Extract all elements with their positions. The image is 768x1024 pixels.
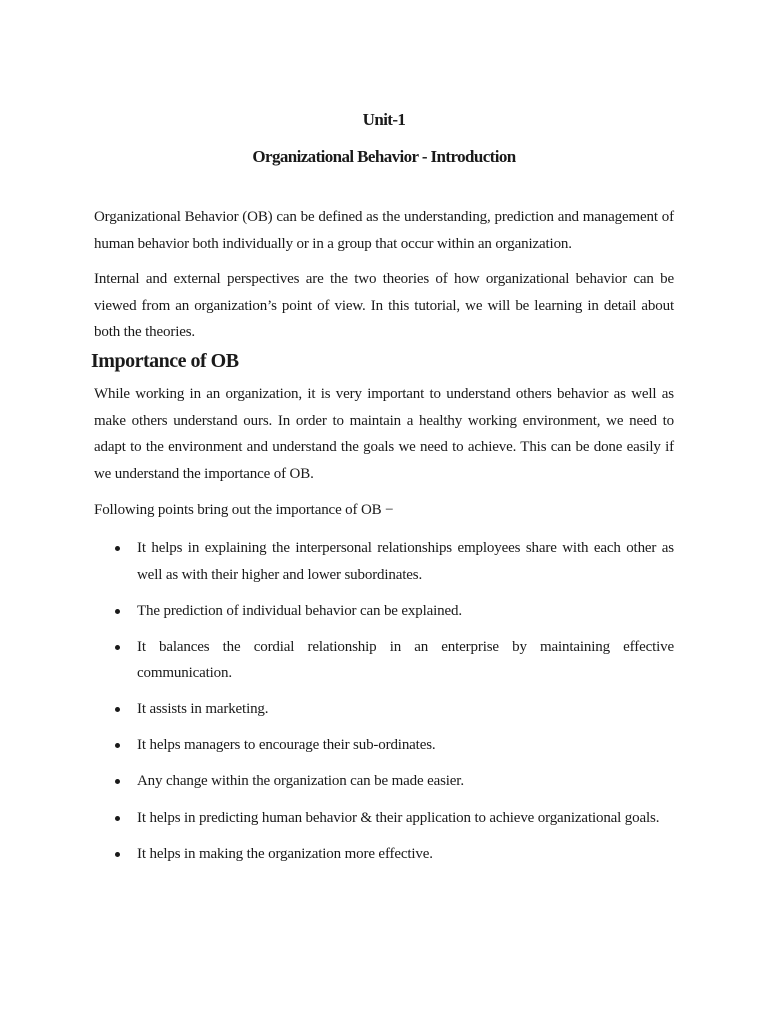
bullet-text: It balances the cordial relationship in an enterprise by maintaining effective communication. <box>137 638 674 682</box>
bullet-item <box>0 841 674 868</box>
bullet-icon <box>115 609 120 614</box>
bullet-text: Any change within the organization can be made easier. <box>137 773 464 790</box>
intro-paragraph-perspectives: Internal and external perspectives are the two theories of how organizational behavior can be viewed from an organization’s point of view. In this tutorial, we will be learning in detail about both the theories. <box>94 271 674 340</box>
bullet-text: It helps in explaining the interpersonal relationships employees share with each other as well as with their higher and lower subordinates. <box>137 540 674 583</box>
bullet-text: It helps in making the organization more effective. <box>137 845 433 862</box>
bullet-item <box>0 805 674 832</box>
intro-paragraph-definition: Organizational Behavior (OB) can be defined as the understanding, prediction and management of human behavior both individually or in a group that occur within an organization. <box>94 209 674 252</box>
bullet-item <box>0 598 674 625</box>
bullet-text: It helps in predicting human behavior & their application to achieve organizational goals. <box>137 809 660 826</box>
bullet-icon <box>115 743 120 748</box>
bullet-text: It helps managers to encourage their sub-ordinates. <box>137 737 436 754</box>
bullet-item <box>0 535 674 588</box>
bullet-item <box>0 696 674 723</box>
bullet-icon <box>115 546 120 551</box>
importance-lead-in: Following points bring out the importance of OB − <box>94 502 394 518</box>
importance-bullet-list <box>0 535 768 877</box>
bullet-icon <box>115 779 120 784</box>
bullet-icon <box>115 816 120 821</box>
unit-label: Unit-1 <box>362 110 406 129</box>
bullet-icon <box>115 707 120 712</box>
bullet-icon <box>115 852 120 857</box>
bullet-item <box>0 634 674 687</box>
importance-paragraph: While working in an organization, it is very important to understand others behavior as well as make others understand ours. In order to maintain a healthy working environment, we need to adapt to the environment and understand the goals we need to achieve. This can be done easily if we understand the importance of OB. <box>94 386 674 482</box>
document-title: Organizational Behavior - Introduction <box>252 147 516 166</box>
bullet-icon <box>115 645 120 650</box>
section-heading-importance: Importance of OB <box>91 350 239 372</box>
bullet-item <box>0 732 674 759</box>
bullet-item <box>0 768 674 795</box>
bullet-text: It assists in marketing. <box>137 701 269 718</box>
bullet-text: The prediction of individual behavior can be explained. <box>137 602 462 619</box>
